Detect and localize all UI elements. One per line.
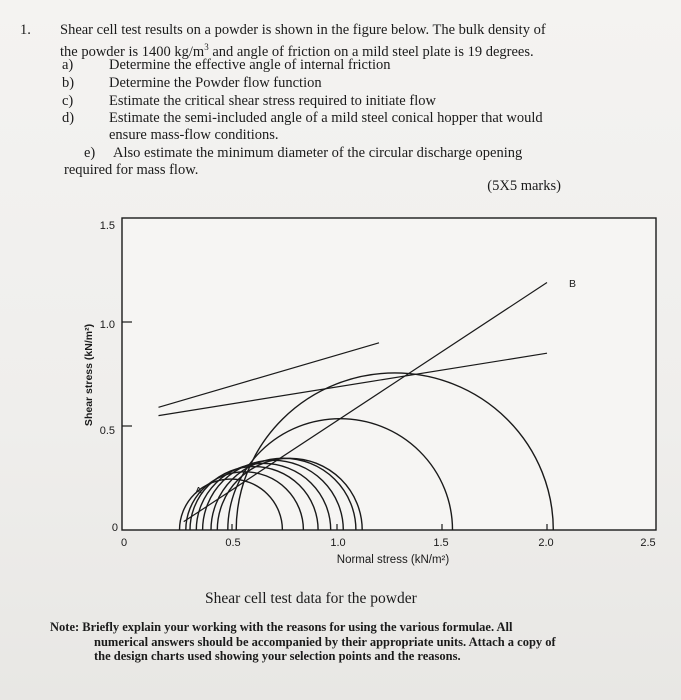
x-tick-label-1.5: 1.5: [433, 537, 449, 549]
note: [50, 620, 650, 664]
question-intro-line2: the powder is 1400 $kg/m^3$ and angle of friction on a mild steel plate is 19 degrees.: [60, 42, 534, 60]
y-axis-label: Shear stress (kN/m²): [83, 323, 95, 427]
part-a-text: Determine the effective angle of internal friction: [109, 57, 391, 73]
x-axis-label: Normal stress (kN/m²): [336, 554, 450, 566]
x-tick-label-1.0: 1.0: [330, 537, 346, 549]
question-intro-line1: Shear cell test results on a powder is shown in the figure below. The bulk density of: [60, 22, 546, 38]
part-e-label: e): [84, 145, 96, 161]
part-d-text-cont: ensure mass-flow conditions.: [109, 127, 279, 143]
part-e-text-cont: required for mass flow.: [64, 162, 199, 178]
y-tick-label-1.0: 1.0: [99, 319, 115, 331]
plot-frame: [122, 218, 656, 530]
y-tick-label-0: 0: [111, 522, 118, 534]
part-c-text: Estimate the critical shear stress required to initiate flow: [109, 93, 436, 109]
part-d-label: d): [62, 110, 75, 126]
chart-caption: Shear cell test data for the powder: [205, 590, 417, 607]
point-label-a: A: [195, 485, 203, 497]
note-line2: numerical answers should be accompanied by their appropriate units. Attach a copy of: [94, 634, 556, 649]
question-number: 1.: [20, 22, 31, 38]
x-tick-label-2.0: 2.0: [538, 537, 554, 549]
y-tick-label-0.5: 0.5: [99, 425, 115, 437]
note-label: Note:: [50, 620, 80, 634]
y-tick-label-1.5: 1.5: [99, 220, 115, 232]
part-d-text: Estimate the semi-included angle of a mild steel conical hopper that would: [109, 110, 543, 126]
note-line3: the design charts used showing your selection points and the reasons.: [94, 649, 461, 663]
x-tick-label-0.5: 0.5: [225, 537, 241, 549]
note-line1: Briefly explain your working with the reasons for using the various formulae. All: [82, 620, 513, 634]
point-label-b: B: [569, 278, 577, 290]
part-a-label: a): [62, 57, 74, 73]
marks-allocation: (5X5 marks): [487, 178, 561, 194]
part-c-label: c): [62, 93, 74, 109]
part-b-label: b): [62, 75, 75, 91]
part-b-text: Determine the Powder flow function: [109, 75, 322, 91]
x-tick-label-0: 0: [120, 537, 128, 549]
x-tick-label-2.5: 2.5: [640, 537, 656, 549]
part-e-text: Also estimate the minimum diameter of the circular discharge opening: [113, 145, 523, 161]
